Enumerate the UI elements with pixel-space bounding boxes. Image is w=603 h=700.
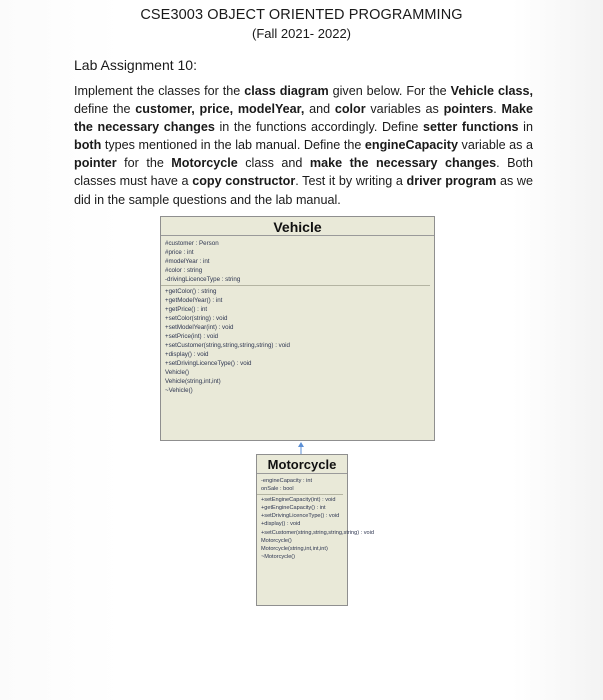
instruction-text: Implement the classes for the — [74, 84, 245, 98]
vehicle-operation: +getColor() : string — [165, 288, 217, 295]
vehicle-class-box — [160, 216, 435, 441]
motorcycle-class-name: Motorcycle — [257, 455, 347, 474]
motorcycle-operation: +getEngineCapacity() : int — [261, 505, 326, 512]
motorcycle-class-members — [257, 474, 375, 561]
motorcycle-operation: +setEngineCapacity(int) : void — [261, 497, 336, 504]
vehicle-operation: +getPrice() : int — [165, 306, 208, 313]
instruction-text: variables as — [365, 102, 444, 117]
vehicle-attribute: #color : string — [165, 267, 203, 274]
course-title: CSE3003 OBJECT ORIENTED PROGRAMMING — [140, 7, 463, 23]
motorcycle-operation: +display() : void — [261, 521, 301, 528]
instruction-emphasis: customer, price, modelYear, — [135, 102, 305, 117]
motorcycle-operation: +setDrivingLicenceType() : void — [261, 513, 340, 520]
vehicle-attribute: -drivingLicenceType : string — [165, 276, 241, 283]
vehicle-operation: +setModelYear(int) : void — [165, 324, 234, 331]
instruction-text: for the — [116, 156, 172, 171]
instruction-emphasis: Make the necessary changes — [74, 102, 533, 135]
inheritance-arrow-icon — [295, 441, 307, 455]
vehicle-attribute: #customer : Person — [165, 240, 219, 247]
instruction-emphasis: both — [74, 138, 102, 153]
instruction-text: given below. For the — [328, 84, 451, 98]
instruction-text: in the functions accordingly. Define — [214, 120, 423, 135]
instruction-text: variable as a — [457, 138, 534, 153]
assignment-instructions — [74, 82, 533, 209]
instruction-text: . Test it by writing a — [295, 174, 407, 189]
instruction-emphasis: Vehicle class, — [450, 84, 533, 98]
motorcycle-operation: Motorcycle(string,int,int,int) — [261, 545, 328, 552]
vehicle-operation: Vehicle(string,int,int) — [165, 378, 221, 385]
instruction-emphasis: pointer — [74, 156, 117, 171]
vehicle-compartment-divider — [161, 285, 430, 286]
motorcycle-class-box — [256, 454, 375, 606]
motorcycle-attribute: onSale : bool — [261, 486, 294, 493]
vehicle-operation: +display() : void — [165, 351, 209, 358]
instruction-emphasis: Motorcycle — [171, 156, 238, 171]
term-label: (Fall 2021- 2022) — [252, 26, 351, 41]
vehicle-operation: +getModelYear() : int — [165, 297, 223, 304]
vehicle-class-members — [161, 236, 434, 395]
vehicle-attribute: #price : int — [165, 249, 194, 256]
instruction-text: and — [304, 102, 335, 117]
vehicle-operation: +setPrice(int) : void — [165, 333, 219, 340]
instruction-emphasis: pointers — [443, 102, 494, 117]
instruction-text: class and — [237, 156, 310, 171]
motorcycle-operation: +setCustomer(string,string,string,string) : void — [261, 529, 375, 536]
instruction-text: . Both classes must have a — [74, 156, 533, 189]
instruction-emphasis: driver program — [406, 174, 497, 189]
assignment-heading: Lab Assignment 10: — [74, 57, 197, 73]
vehicle-operation: Vehicle() — [165, 369, 190, 376]
instruction-emphasis: color — [334, 102, 366, 117]
instruction-emphasis: make the necessary changes — [309, 156, 497, 171]
instruction-text: types mentioned in the lab manual. Define the — [101, 138, 365, 153]
motorcycle-compartment-divider — [257, 494, 343, 495]
vehicle-operation: +setColor(string) : void — [165, 315, 228, 322]
vehicle-operation: +setCustomer(string,string,string,string) : void — [165, 342, 290, 349]
vehicle-attribute: #modelYear : int — [165, 258, 210, 265]
vehicle-class-name: Vehicle — [161, 217, 434, 236]
motorcycle-attribute: -engineCapacity : int — [261, 478, 312, 484]
instruction-text: in — [518, 120, 533, 135]
motorcycle-operation: ~Motorcycle() — [261, 553, 296, 560]
instruction-emphasis: setter functions — [422, 120, 519, 135]
instruction-text: define the — [74, 102, 136, 117]
instruction-text: as we did in the sample questions and the lab manual. — [74, 174, 534, 207]
instruction-text: . — [493, 102, 502, 117]
motorcycle-operation: Motorcycle() — [261, 537, 292, 544]
vehicle-operation: +setDrivingLicenceType() : void — [165, 360, 252, 367]
instruction-emphasis: copy constructor — [192, 174, 296, 189]
instruction-emphasis: class diagram — [244, 84, 329, 98]
vehicle-operation: ~Vehicle() — [165, 387, 193, 394]
instruction-emphasis: engineCapacity — [364, 138, 458, 153]
